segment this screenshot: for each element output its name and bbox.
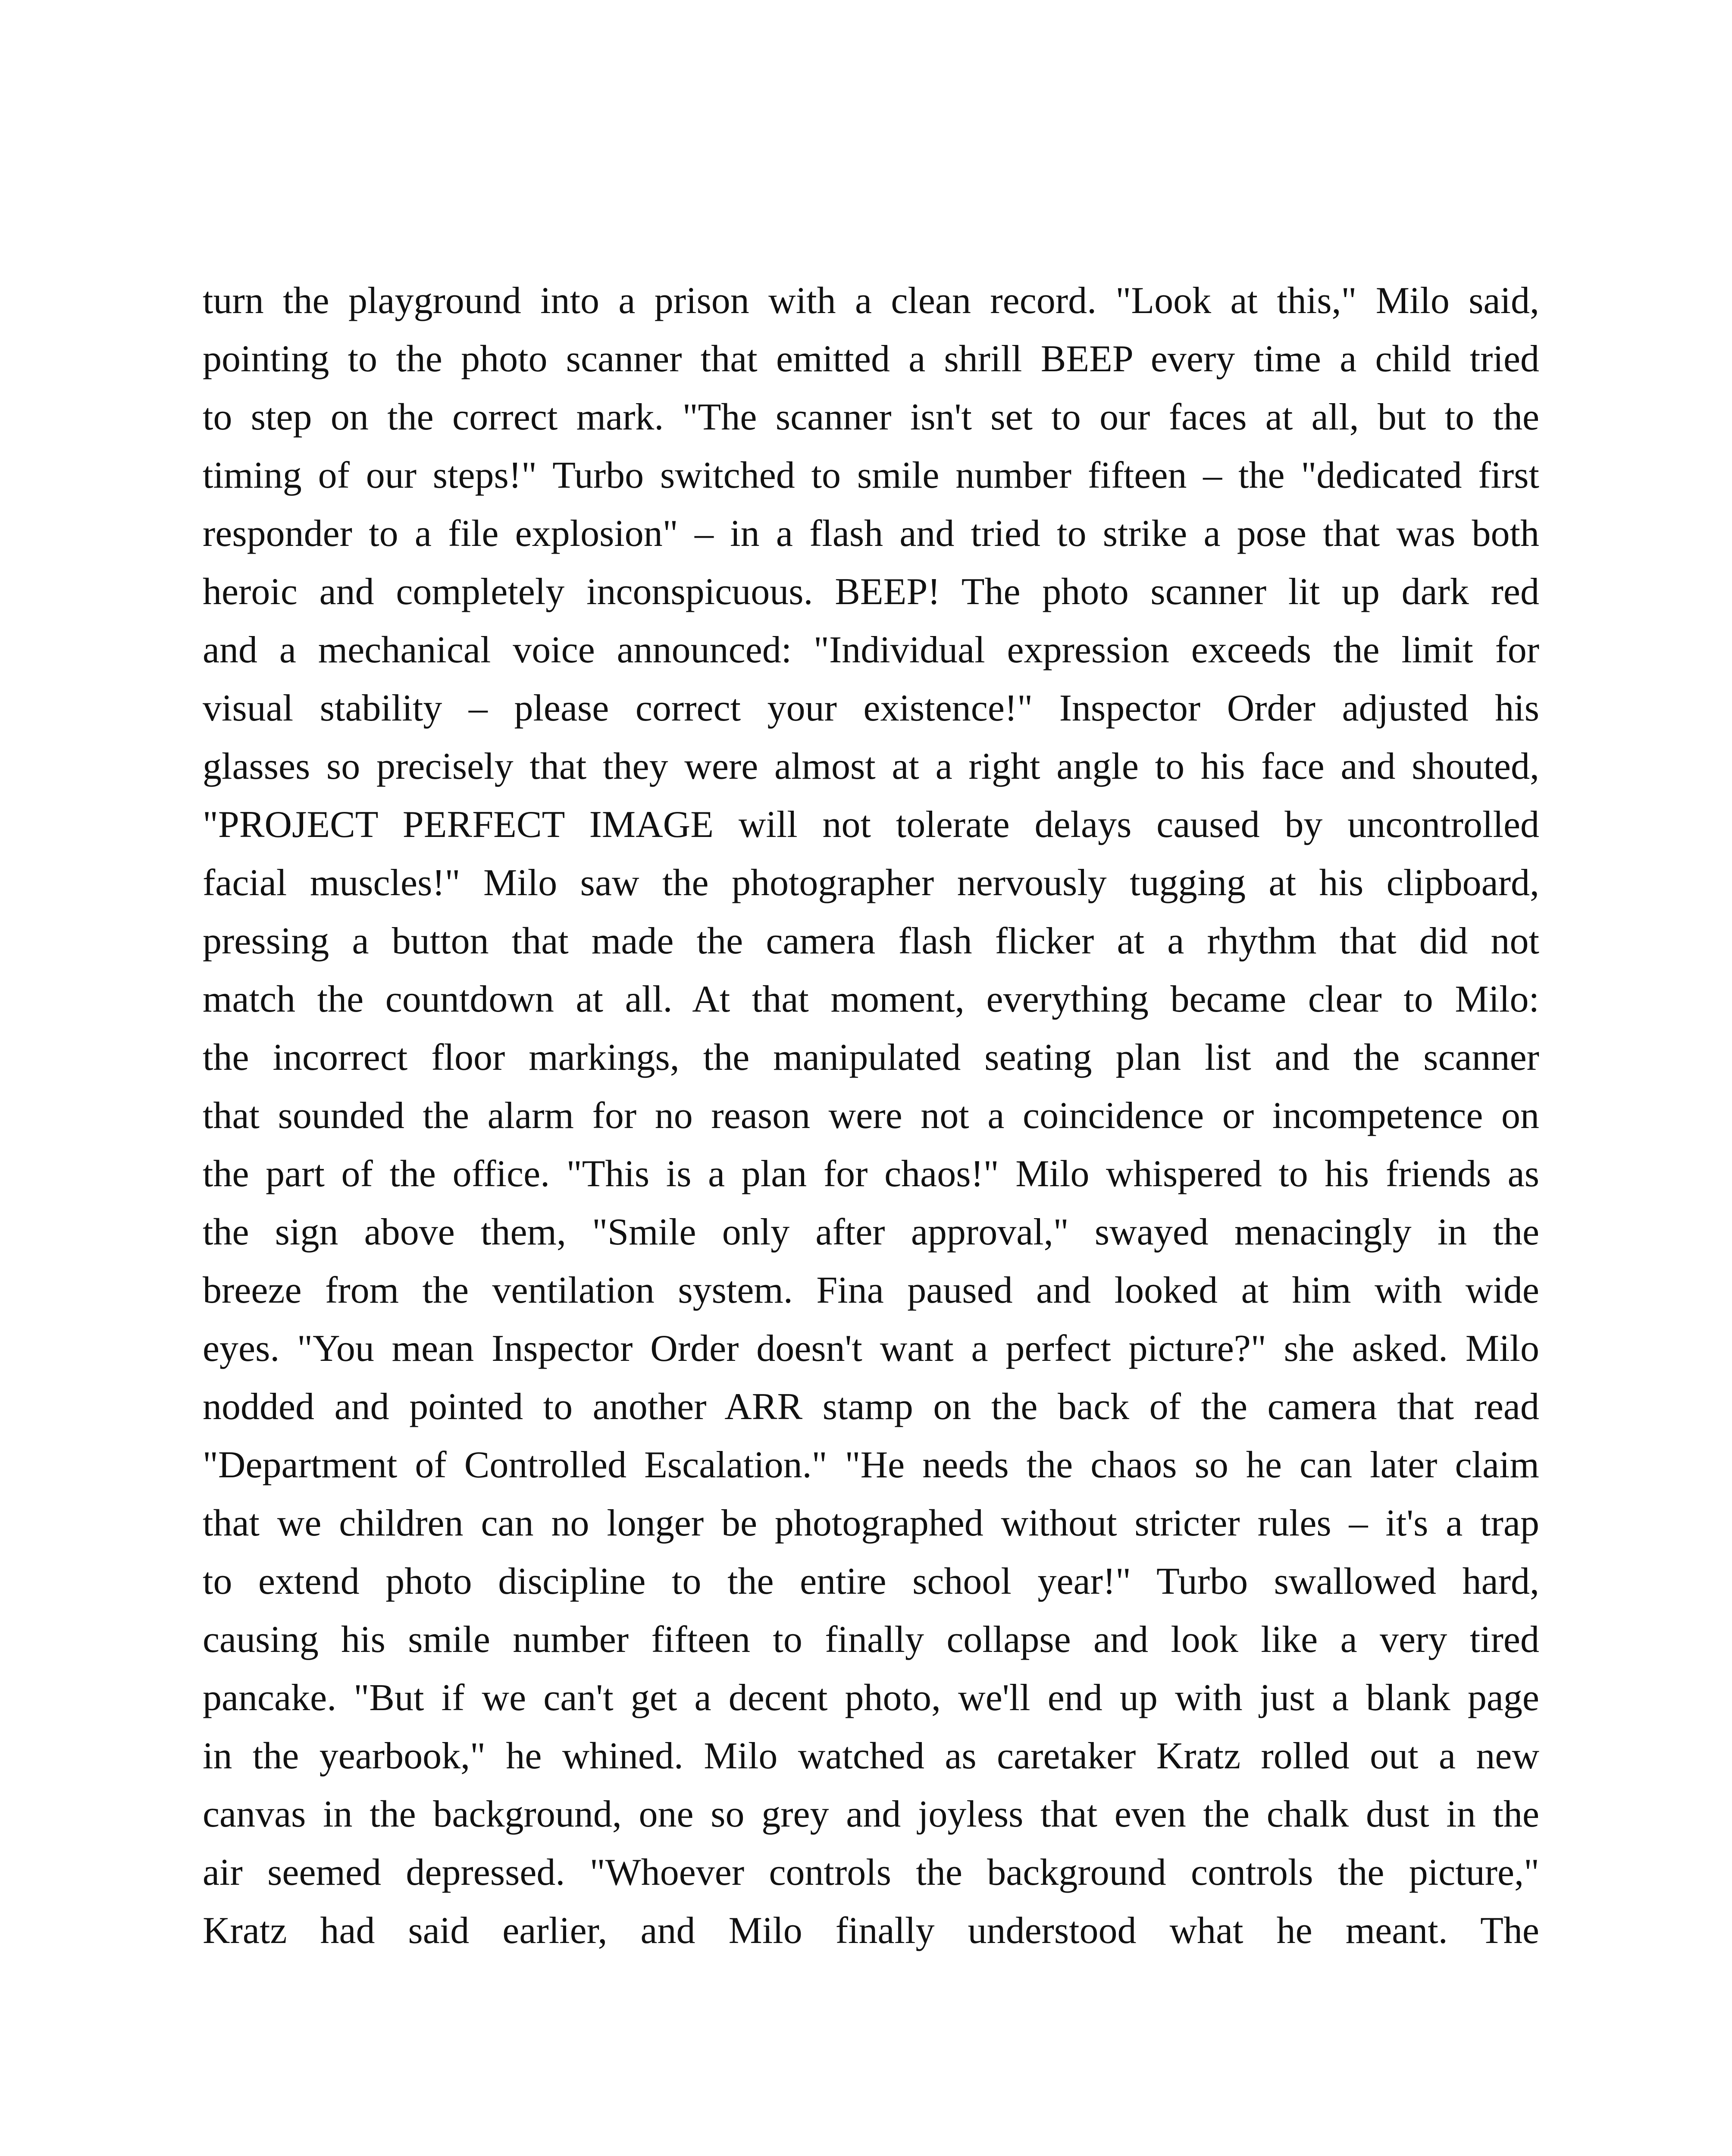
text-line: in the yearbook," he whined. Milo watched as caretaker Kratz rolled out a new (203, 1735, 1539, 1777)
text-line: "Department of Controlled Escalation." "He needs the chaos so he can later claim (203, 1444, 1539, 1486)
body-text (203, 272, 1539, 1960)
text-line: turn the playground into a prison with a clean record. "Look at this," Milo said, (203, 280, 1539, 322)
text-line: facial muscles!" Milo saw the photographer nervously tugging at his clipboard, (203, 862, 1539, 904)
text-line: timing of our steps!" Turbo switched to smile number fifteen – the "dedicated first (203, 454, 1539, 496)
text-line: the sign above them, "Smile only after approval," swayed menacingly in the (203, 1211, 1539, 1253)
text-line: pancake. "But if we can't get a decent photo, we'll end up with just a blank page (203, 1677, 1539, 1719)
text-line: and a mechanical voice announced: "Individual expression exceeds the limit for (203, 629, 1539, 671)
text-line: causing his smile number fifteen to finally collapse and look like a very tired (203, 1619, 1539, 1661)
text-line: the part of the office. "This is a plan for chaos!" Milo whispered to his friends as (203, 1153, 1539, 1195)
text-line: "PROJECT PERFECT IMAGE will not tolerate delays caused by uncontrolled (203, 804, 1539, 846)
text-line: the incorrect floor markings, the manipulated seating plan list and the scanner (203, 1037, 1539, 1078)
text-line: Kratz had said earlier, and Milo finally understood what he meant. The (203, 1910, 1539, 1952)
text-line: heroic and completely inconspicuous. BEEP! The photo scanner lit up dark red (203, 571, 1539, 613)
text-line: eyes. "You mean Inspector Order doesn't want a perfect picture?" she asked. Milo (203, 1328, 1539, 1369)
text-line: that we children can no longer be photographed without stricter rules – it's a trap (203, 1502, 1539, 1544)
text-line: air seemed depressed. "Whoever controls the background controls the picture," (203, 1852, 1539, 1893)
text-line: to step on the correct mark. "The scanner isn't set to our faces at all, but to the (203, 396, 1539, 438)
text-line: match the countdown at all. At that moment, everything became clear to Milo: (203, 978, 1539, 1020)
text-line: nodded and pointed to another ARR stamp on the back of the camera that read (203, 1386, 1539, 1428)
text-line: pressing a button that made the camera flash flicker at a rhythm that did not (203, 920, 1539, 962)
text-line: to extend photo discipline to the entire school year!" Turbo swallowed hard, (203, 1561, 1539, 1602)
text-line: responder to a file explosion" – in a flash and tried to strike a pose that was both (203, 513, 1539, 555)
text-line: glasses so precisely that they were almost at a right angle to his face and shouted, (203, 746, 1539, 787)
text-line: that sounded the alarm for no reason were not a coincidence or incompetence on (203, 1095, 1539, 1137)
text-line: visual stability – please correct your existence!" Inspector Order adjusted his (203, 687, 1539, 729)
text-line: canvas in the background, one so grey and joyless that even the chalk dust in the (203, 1793, 1539, 1835)
text-line: breeze from the ventilation system. Fina paused and looked at him with wide (203, 1269, 1539, 1311)
text-line: pointing to the photo scanner that emitted a shrill BEEP every time a child tried (203, 338, 1539, 380)
